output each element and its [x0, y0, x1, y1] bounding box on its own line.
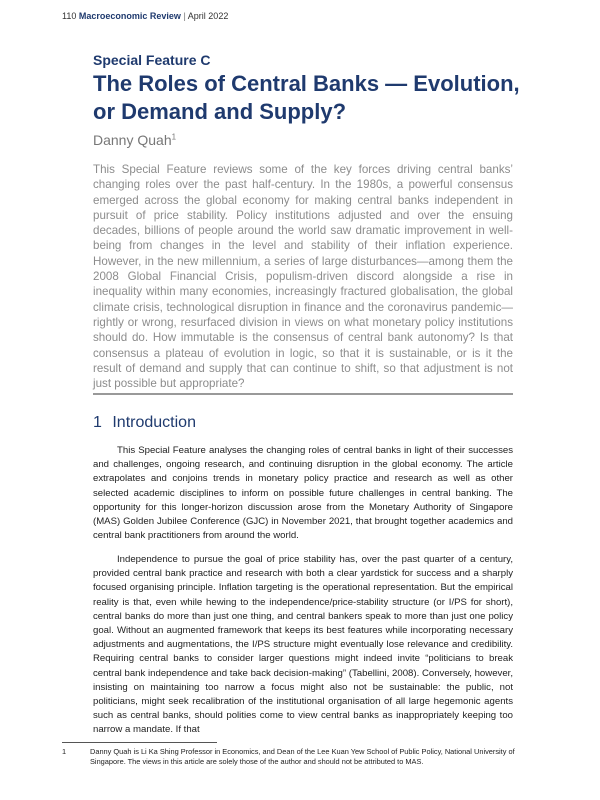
- header-separator: |: [183, 11, 186, 21]
- body-paragraph: Independence to pursue the goal of price stability has, over the past quarter of a century, provided central bank practice and research with both a clear yardstick for success and a sharply focused organising principle. Inflation targeting is the operational representation. But the empirical reality is that, even while hewing to the independence/price-stability structure (or I/PS for short), central banks do more than just one thing, and central bankers speak to more than just one policy goal. Without an augmented framework that keeps its best features while incorporating necessary adjustments and augmentations, the I/PS structure might eventually lose relevance and credibility. Requiring central banks to consider larger questions might indeed invite “politicians to break central bank independence and take back decision-making” (Tabellini, 2008). Conversely, however, insisting on maintaining too narrow a focus might also not be sustainable: the public, not politicians, might seek recalibration of the institutional organisation of all large hegemonic agents such as central banks, should polities come to view central banks as inappropriately keeping too narrow a mandate. If that: [93, 554, 513, 736]
- abstract-divider: [93, 393, 513, 395]
- publication-name: Macroeconomic Review: [78, 11, 181, 21]
- abstract: This Special Feature reviews some of the key forces driving central banks’ changing roles over the past half-century. In the 1980s, a powerful consensus emerged across the global economy for making central banks independent in pursuit of price stability. Policy institutions adjusted and over the ensuing decades, billions of people around the world saw dramatic improvement in well-being from changes in the level and stability of their inflation experience. However, in the new millennium, a series of large disturbances—among them the 2008 Global Financial Crisis, populism-driven discord alongside a rise in inequality within many economies, increasingly fractured globalisation, the global climate crisis, technological disruption in finance and the coronavirus pandemic—rightly or wrong, resurfaced division in views on what monetary policy institutions should do. How immutable is the consensus of central bank autonomy? Is that consensus a plateau of evolution in logic, so that it is sustainable, or is it the result of demand and supply that can continue to shift, so that adjustment is not just possible but appropriate?: [93, 163, 513, 391]
- section-heading: [93, 414, 196, 432]
- page-number: 110: [62, 11, 77, 21]
- author-footnote-marker[interactable]: 1: [171, 132, 177, 142]
- running-header: [62, 11, 228, 21]
- section-number: 1: [93, 414, 102, 431]
- issue-date: April 2022: [187, 11, 229, 21]
- author-name: Danny Quah: [93, 132, 172, 148]
- footnote: [62, 747, 532, 767]
- author: [93, 132, 176, 148]
- footnote-text: Danny Quah is Li Ka Shing Professor in Economics, and Dean of the Lee Kuan Yew School of Public Policy, National University of Singapore. The views in this article are solely those of the author and should not be attributed to MAS.: [90, 747, 515, 766]
- article-title: The Roles of Central Banks — Evolution, or Demand and Supply?: [93, 71, 520, 124]
- footnote-marker: 1: [62, 747, 67, 756]
- body-paragraph: This Special Feature analyses the changing roles of central banks in light of their successes and challenges, ongoing research, and continuing disruption in the global economy. The article extrapolates and conjoins trends in monetary policy practice and research as well as other selected academic disciplines to inform on possible future challenges in central banking. The opportunity for this longer-horizon discussion arose from the Monetary Authority of Singapore (MAS) Golden Jubilee Conference (GJC) in November 2021, that brought together academics and central bank practitioners from around the world.: [93, 445, 513, 542]
- feature-label: Special Feature C: [93, 52, 211, 68]
- footnote-divider: [62, 742, 217, 743]
- section-title: Introduction: [112, 414, 196, 431]
